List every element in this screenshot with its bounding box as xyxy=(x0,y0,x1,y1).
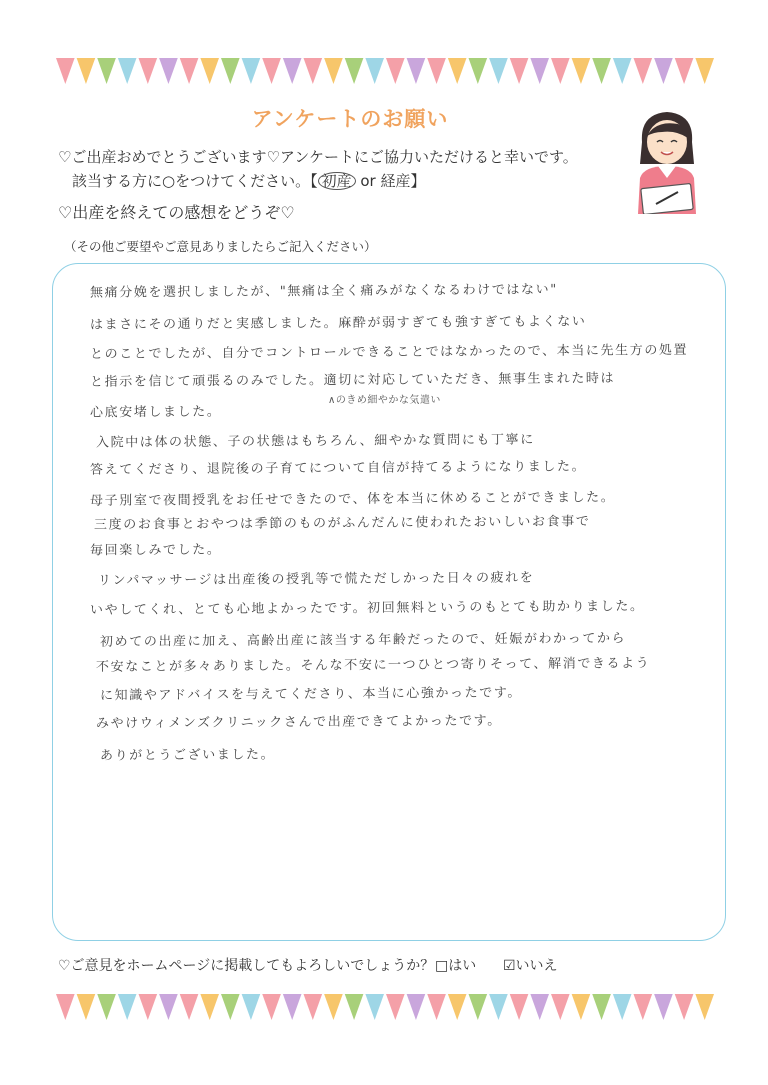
answer-line: 毎回楽しみでした。 xyxy=(89,542,222,559)
intro-greeting: ♡ご出産おめでとうございます♡アンケートにご協力いただけると幸いです。 xyxy=(58,148,578,166)
bunting-flag xyxy=(97,58,116,84)
bunting-flag xyxy=(489,994,508,1020)
bunting-flag xyxy=(469,58,488,84)
bunting-flag xyxy=(613,994,632,1020)
bunting-flag xyxy=(324,58,343,84)
bunting-bottom xyxy=(55,990,715,1024)
question-subheading: （その他ご要望やご意見ありましたらご記入ください） xyxy=(64,239,377,254)
bunting-flag xyxy=(407,58,426,84)
bunting-top xyxy=(55,54,715,88)
publish-consent-question: ♡ご意見をホームページに掲載してもよろしいでしょうか？ xyxy=(58,958,435,974)
answer-line: とのことでしたが、自分でコントロールできることではなかったので、本当に先生方の処置 xyxy=(89,342,689,363)
bunting-flag xyxy=(510,994,529,1020)
bunting-flag xyxy=(448,994,467,1020)
bunting-flag xyxy=(365,994,384,1020)
bunting-flag xyxy=(634,58,653,84)
bunting-flag xyxy=(427,58,446,84)
bunting-flag xyxy=(200,994,219,1020)
bunting-flag xyxy=(242,58,261,84)
answer-line: 三度のお食事とおやつは季節のものがふんだんに使われたおいしいお食事で xyxy=(93,514,591,533)
bunting-flag xyxy=(180,994,199,1020)
bunting-flag xyxy=(427,994,446,1020)
bunting-flag xyxy=(572,994,591,1020)
bunting-flag xyxy=(139,994,158,1020)
bunting-flag xyxy=(324,994,343,1020)
bunting-flag xyxy=(365,58,384,84)
answer-line: ありがとうございました。 xyxy=(99,747,276,764)
option-first-birth[interactable]: 初産 xyxy=(318,172,356,190)
bunting-flag xyxy=(97,994,116,1020)
bunting-flag xyxy=(159,58,178,84)
bunting-flag xyxy=(592,994,611,1020)
consent-no-checkbox[interactable]: ☑いいえ xyxy=(503,958,558,974)
answer-line: 心底安堵しました。 xyxy=(89,404,222,421)
bunting-flag xyxy=(304,994,323,1020)
inserted-note: ∧のきめ細やかな気遣い xyxy=(328,395,441,406)
bunting-flag xyxy=(675,58,694,84)
bunting-flag xyxy=(77,994,96,1020)
bunting-flag xyxy=(242,994,261,1020)
bunting-flag xyxy=(551,58,570,84)
bunting-flag xyxy=(675,994,694,1020)
answer-line: 初めての出産に加え、高齢出産に該当する年齢だったので、妊娠がわかってから xyxy=(99,631,627,650)
bunting-flag xyxy=(695,58,714,84)
intro-instruction xyxy=(72,170,426,191)
answer-line: はまさにその通りだと実感しました。麻酔が弱すぎても強すぎてもよくない xyxy=(89,314,587,333)
bunting-flag xyxy=(200,58,219,84)
bunting-flag xyxy=(159,994,178,1020)
bunting-flag xyxy=(262,994,281,1020)
bunting-flag xyxy=(592,58,611,84)
bunting-flag xyxy=(345,994,364,1020)
woman-with-clipboard-icon xyxy=(628,108,706,214)
page-title: アンケートのお願い xyxy=(251,107,449,131)
bunting-flag xyxy=(221,994,240,1020)
answer-line: リンパマッサージは出産後の授乳等で慌ただしかった日々の疲れを xyxy=(97,570,535,589)
answer-line: 母子別室で夜間授乳をお任せできたので、体を本当に休めることができました。 xyxy=(89,490,616,509)
question-heading: ♡出産を終えての感想をどうぞ♡ xyxy=(58,203,295,222)
answer-line: と指示を信じて頑張るのみでした。適切に対応していただき、無事生まれた時は xyxy=(89,371,616,390)
answer-line: いやしてくれ、とても心地よかったです。初回無料というのもとても助かりました。 xyxy=(89,599,645,618)
instruction-text: 該当する方に○をつけてください。【 xyxy=(72,172,318,190)
bunting-flag xyxy=(221,58,240,84)
bunting-flag xyxy=(530,58,549,84)
bunting-flag xyxy=(262,58,281,84)
bunting-flag xyxy=(654,58,673,84)
bunting-flag xyxy=(448,58,467,84)
bunting-flag xyxy=(180,58,199,84)
answer-line: 答えてくださり、退院後の子育てについて自信が持てるようになりました。 xyxy=(89,459,587,478)
bunting-flag xyxy=(530,994,549,1020)
bunting-flag xyxy=(469,994,488,1020)
bunting-flag xyxy=(283,58,302,84)
bunting-flag xyxy=(386,994,405,1020)
bunting-flag xyxy=(283,994,302,1020)
consent-yes-checkbox[interactable]: □はい xyxy=(435,958,477,974)
bunting-flag xyxy=(695,994,714,1020)
bunting-flag xyxy=(118,58,137,84)
bunting-flag xyxy=(510,58,529,84)
bunting-flag xyxy=(345,58,364,84)
bunting-flag xyxy=(407,994,426,1020)
bunting-flag xyxy=(56,58,75,84)
instruction-end: 】 xyxy=(410,172,426,190)
bunting-flag xyxy=(118,994,137,1020)
answer-line: に知識やアドバイスを与えてくださり、本当に心強かったです。 xyxy=(99,685,523,704)
bunting-flag xyxy=(634,994,653,1020)
bunting-flag xyxy=(489,58,508,84)
answer-line: 入院中は体の状態、子の状態はもちろん、細やかな質問にも丁寧に xyxy=(95,432,535,451)
bunting-flag xyxy=(56,994,75,1020)
answer-line: 無痛分娩を選択しましたが、"無痛は全く痛みがなくなるわけではない" xyxy=(89,282,558,301)
bunting-flag xyxy=(551,994,570,1020)
answer-line: 不安なことが多々ありました。そんな不安に一つひとつ寄りそって、解消できるよう xyxy=(95,656,651,675)
option-separator: or xyxy=(355,172,381,190)
bunting-flag xyxy=(386,58,405,84)
option-second-birth[interactable]: 経産 xyxy=(380,172,411,190)
answer-line: みやけウィメンズクリニックさんで出産できてよかったです。 xyxy=(95,713,502,732)
bunting-flag xyxy=(77,58,96,84)
bunting-flag xyxy=(139,58,158,84)
bunting-flag xyxy=(613,58,632,84)
bunting-flag xyxy=(572,58,591,84)
bunting-flag xyxy=(654,994,673,1020)
bunting-flag xyxy=(304,58,323,84)
